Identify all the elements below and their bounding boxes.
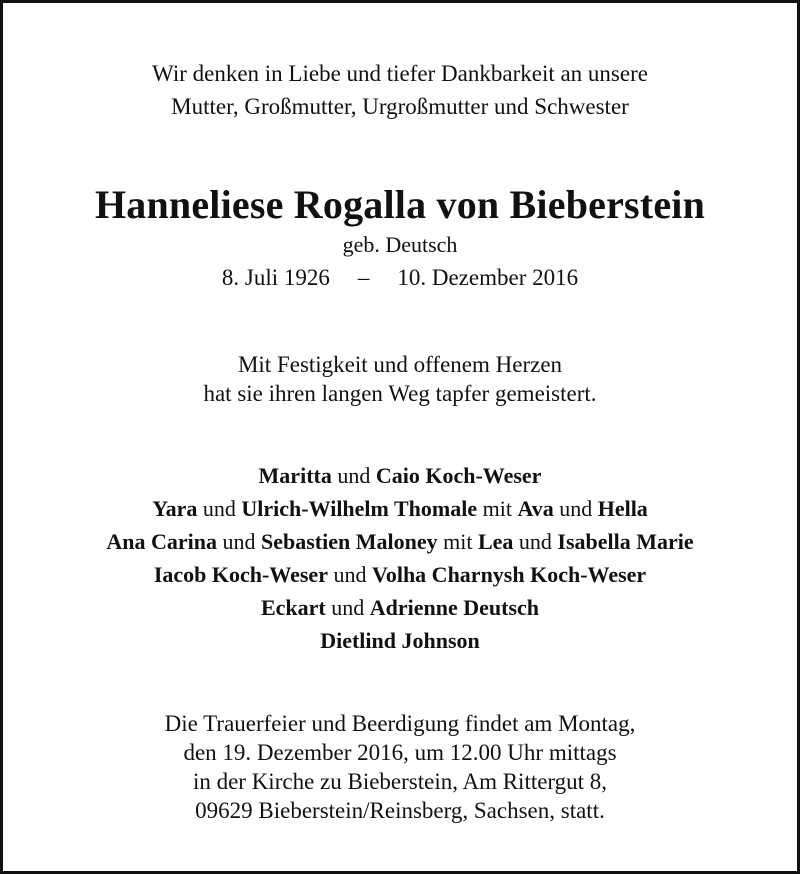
family-name: Lea	[477, 529, 514, 554]
family-connector: und	[513, 529, 558, 554]
family-name: Iacob Koch-Weser	[153, 562, 328, 587]
birth-date: 8. Juli 1926	[221, 265, 330, 290]
family-name: Volha Charnysh Koch-Weser	[371, 562, 647, 587]
family-name: Ana Carina	[106, 529, 217, 554]
family-name: Yara	[152, 496, 198, 521]
family-name: Ulrich-Wilhelm Thomale	[241, 496, 478, 521]
date-dash: –	[357, 265, 370, 290]
life-dates	[3, 265, 797, 291]
quote-line-1: Mit Festigkeit und offenem Herzen	[237, 352, 563, 377]
quote-line-2: hat sie ihren langen Weg tapfer gemeistert.	[203, 381, 597, 406]
family-row-5	[3, 595, 797, 621]
family-connector: mit	[437, 529, 478, 554]
family-connector: und	[327, 562, 372, 587]
service-line-4: 09629 Bieberstein/Reinsberg, Sachsen, statt.	[195, 798, 605, 823]
family-name: Isabella Marie	[557, 529, 694, 554]
intro-line-2: Mutter, Großmutter, Urgroßmutter und Schwester	[171, 94, 629, 119]
family-name: Hella	[597, 496, 648, 521]
family-connector: und	[325, 595, 370, 620]
service-line-1: Die Trauerfeier und Beerdigung findet am Montag,	[164, 711, 636, 736]
family-row-6	[3, 628, 797, 654]
family-row-2	[3, 496, 797, 522]
death-date: 10. Dezember 2016	[397, 265, 579, 290]
family-name: Sebastien Maloney	[260, 529, 438, 554]
family-connector: und	[553, 496, 598, 521]
intro-line-1: Wir denken in Liebe und tiefer Dankbarkeit an unsere	[152, 61, 648, 86]
family-connector: und	[331, 463, 376, 488]
family-name: Maritta	[258, 463, 332, 488]
birth-name: geb. Deutsch	[342, 232, 458, 257]
family-name: Adrienne Deutsch	[369, 595, 540, 620]
service-line-2: den 19. Dezember 2016, um 12.00 Uhr mittags	[183, 740, 617, 765]
family-row-1	[3, 463, 797, 489]
family-name: Dietlind Johnson	[320, 628, 480, 653]
family-name: Ava	[517, 496, 554, 521]
deceased-name: Hanneliese Rogalla von Bieberstein	[94, 182, 706, 227]
family-row-4	[3, 562, 797, 588]
family-connector: und	[216, 529, 261, 554]
family-connector: und	[197, 496, 242, 521]
family-name: Caio Koch-Weser	[375, 463, 542, 488]
family-row-3	[3, 529, 797, 555]
family-name: Eckart	[260, 595, 326, 620]
service-line-3: in der Kirche zu Bieberstein, Am Rittergut 8,	[192, 769, 608, 794]
family-connector: mit	[477, 496, 518, 521]
